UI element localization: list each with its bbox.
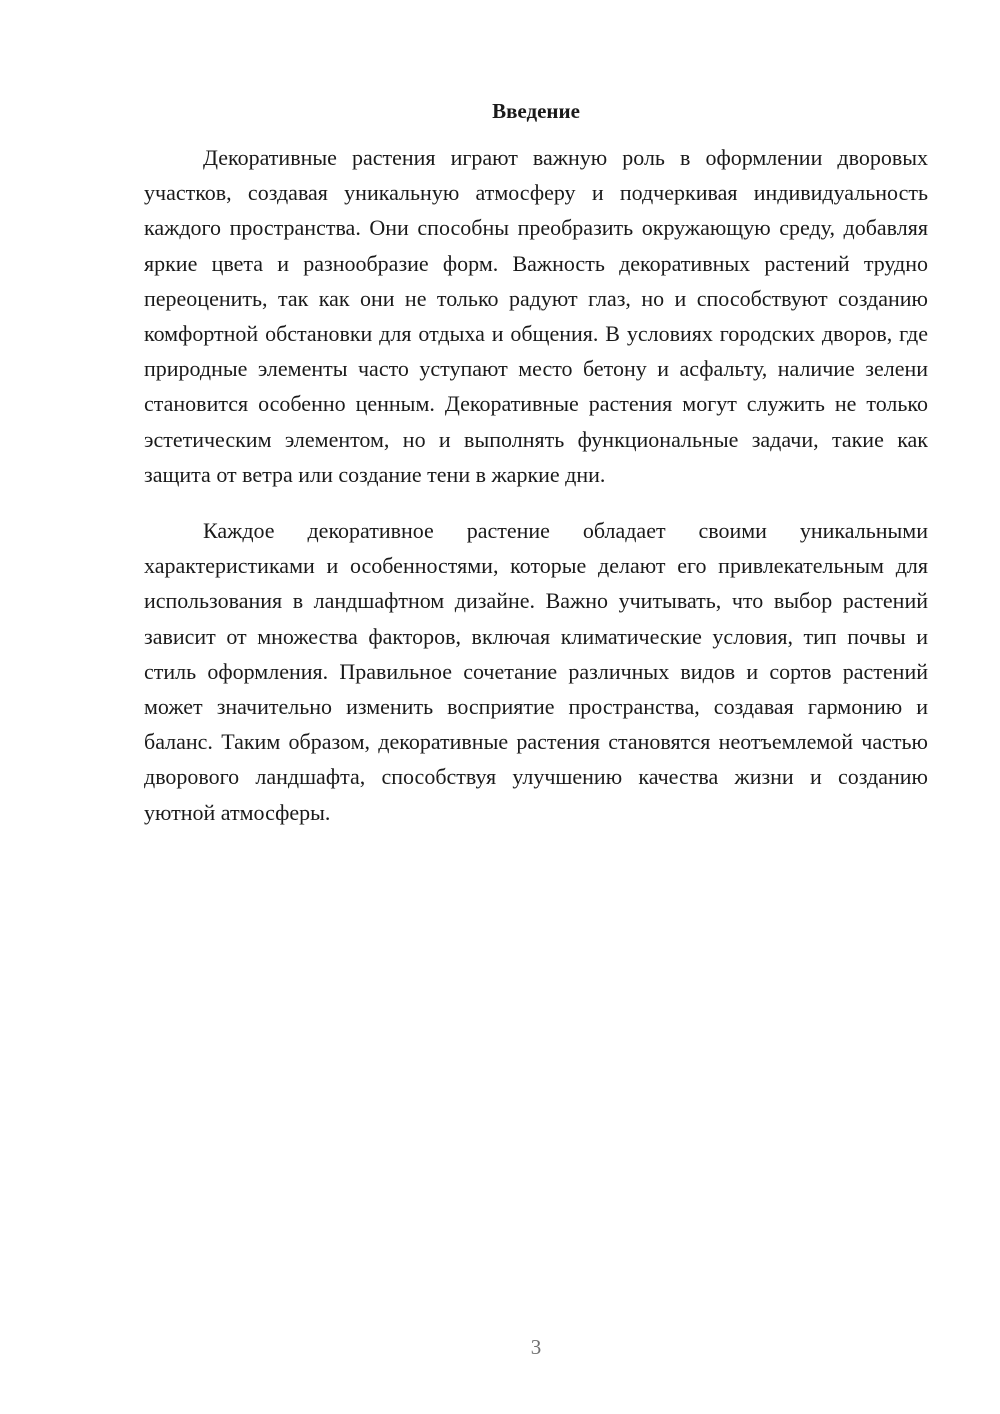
page-content xyxy=(144,96,928,830)
paragraph-characteristics: Каждое декоративное растение обладает своими уникальными характеристиками и особенностями, которые делают его привлекательным для использования в ландшафтном дизайне. Важно учитывать, что выбор растений зависит от множества факторов, включая климатические условия, тип почвы и стиль оформления. Правильное сочетание различных видов и сортов растений может значительно изменить восприятие пространства, создавая гармонию и баланс. Таким образом, декоративные растения становятся неотъемлемой частью дворового ландшафта, способствуя улучшению качества жизни и созданию уютной атмосферы. xyxy=(144,518,928,825)
section-title: Введение xyxy=(492,99,580,123)
page-number: 3 xyxy=(530,1335,542,1359)
paragraph-intro: Декоративные растения играют важную роль в оформлении дворовых участков, создавая уникальную атмосферу и подчеркивая индивидуальность каждого пространства. Они способны преобразить окружающую среду, добавляя яркие цвета и разнообразие форм. Важность декоративных растений трудно переоценить, так как они не только радуют глаз, но и способствуют созданию комфортной обстановки для отдыха и общения. В условиях городских дворов, где природные элементы часто уступают место бетону и асфальту, наличие зелени становится особенно ценным. Декоративные растения могут служить не только эстетическим элементом, но и выполнять функциональные задачи, такие как защита от ветра или создание тени в жаркие дни. xyxy=(144,145,928,487)
